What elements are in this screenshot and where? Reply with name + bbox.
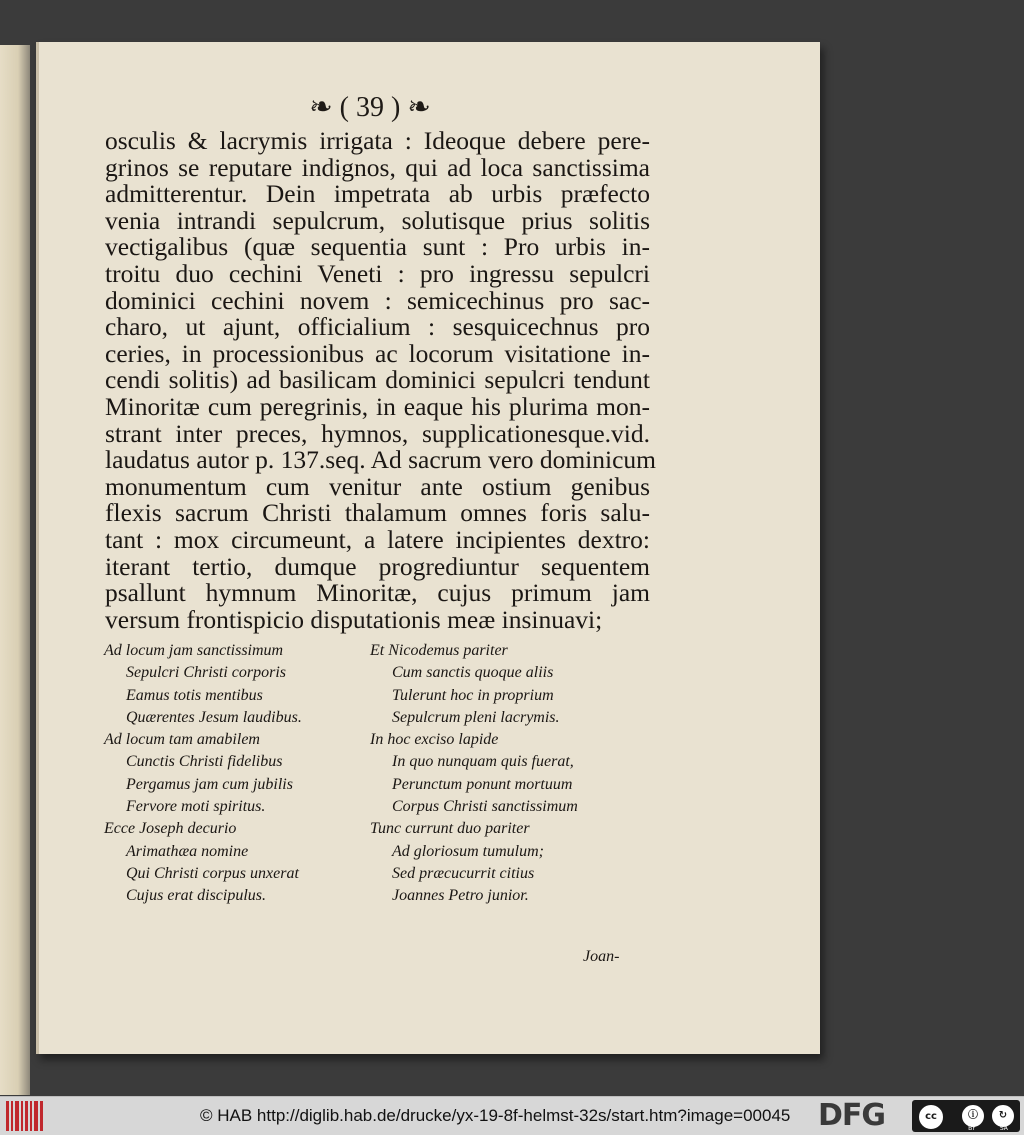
verse-line: Sed præcucurrit citius [392, 864, 535, 882]
prose-line: monumentum cum venitur ante ostium genibus [105, 471, 650, 501]
cc-label-by: BY [968, 1125, 976, 1132]
verse-line: In hoc exciso lapide [370, 731, 499, 749]
previous-page-edge [0, 45, 30, 1095]
verse-line: Et Nicodemus pariter [370, 642, 508, 659]
catchword: Joan- [583, 948, 620, 965]
left-ornament-icon: ❧ [309, 92, 333, 123]
verse-line: Perunctum ponunt mortuum [392, 775, 573, 793]
cc-icon: cc [917, 1103, 945, 1131]
prose-line: iterant tertio, dumque progrediuntur sequentem [105, 551, 650, 581]
viewer-footer [0, 1096, 1024, 1135]
verse-line: Qui Christi corpus unxerat [126, 864, 299, 882]
verse-line: Corpus Christi sanctissimum [392, 798, 578, 816]
hymn-column-left [104, 640, 369, 908]
prose-line: versum frontispicio disputationis meæ insinuavi; [105, 604, 603, 634]
cc-labels [956, 1125, 1020, 1132]
barcode-bar [6, 1101, 9, 1131]
barcode-icon [6, 1101, 46, 1131]
verse-line: Arimathæa nomine [126, 842, 249, 860]
prose-line: flexis sacrum Christi thalamum omnes foris salu- [105, 498, 650, 528]
verse-line: Ad locum jam sanctissimum [104, 642, 284, 659]
verse-line: Cum sanctis quoque aliis [392, 664, 554, 682]
prose-line: dominici cechini novem : semicechinus pro sac- [105, 285, 650, 315]
prose-line: tant : mox circumeunt, a latere incipientes dextro: [105, 524, 650, 554]
verse-line: Ad gloriosum tumulum; [392, 842, 544, 860]
verse-line: Sepulcri Christi corporis [126, 664, 287, 682]
copyright-link[interactable]: © HAB http://diglib.hab.de/drucke/yx-19-8f-helmst-32s/start.htm?image=00045 [200, 1106, 791, 1125]
verse-line: Fervore moti spiritus. [126, 798, 266, 816]
verse-line: In quo nunquam quis fuerat, [392, 753, 574, 771]
verse-line: Tunc currunt duo pariter [370, 820, 530, 838]
prose-body [105, 126, 656, 634]
prose-line: Minoritæ cum peregrinis, in eaque his plurima mon- [105, 391, 650, 421]
prose-line: laudatus autor p. 137.seq. Ad sacrum vero dominicum [105, 445, 656, 475]
verse-line: Joannes Petro junior. [392, 887, 529, 905]
barcode-bar [21, 1101, 23, 1131]
right-ornament-icon: ❧ [407, 92, 431, 123]
verse-line: Tulerunt hoc in proprium [392, 686, 554, 704]
verse-line: Ad locum tam amabilem [104, 731, 260, 749]
prose-line: venia intrandi sepulcrum, solutisque prius solitis [105, 205, 650, 235]
page-gutter [36, 42, 39, 1054]
attribution-icon: ⓘ [960, 1103, 986, 1129]
prose-line: vectigalibus (quæ sequentia sunt : Pro urbis in- [105, 232, 650, 262]
verse-line: Cujus erat discipulus. [126, 887, 267, 905]
prose-line: psallunt hymnum Minoritæ, cujus primum jam [105, 578, 650, 608]
prose-line: troitu duo cechini Veneti : pro ingressu sepulcri [105, 258, 650, 288]
prose-line: cendi solitis) ad basilicam dominici sepulcri tendunt [105, 365, 650, 395]
creative-commons-badge[interactable] [912, 1100, 1020, 1132]
verse-line: Cunctis Christi fidelibus [126, 753, 283, 771]
barcode-bar [30, 1101, 32, 1131]
prose-line: grinos se reputare indignos, qui ad loca sanctissima [105, 152, 650, 182]
prose-line: charo, ut ajunt, officialium : sesquicechnus pro [105, 312, 650, 342]
page-number-header [270, 90, 470, 124]
cc-label-sa: SA [999, 1125, 1008, 1132]
barcode-bar [15, 1101, 19, 1131]
page-number: ( 39 ) [339, 92, 401, 123]
verse-line: Ecce Joseph decurio [104, 820, 237, 838]
prose-line: ceries, in processionibus ac locorum visitatione in- [105, 338, 650, 368]
verse-line: Eamus totis mentibus [126, 686, 263, 704]
verse-line: Sepulcrum pleni lacrymis. [392, 708, 560, 726]
barcode-bar [25, 1101, 28, 1131]
prose-line: admitterentur. Dein impetrata ab urbis præfecto [105, 179, 650, 209]
prose-line: strant inter preces, hymnos, supplicationesque.vid. [105, 418, 650, 448]
verse-line: Quærentes Jesum laudibus. [126, 708, 302, 726]
verse-line: Pergamus jam cum jubilis [126, 775, 293, 793]
barcode-bar [34, 1101, 38, 1131]
barcode-bar [40, 1101, 43, 1131]
hymn-column-right [370, 640, 650, 908]
barcode-bar [11, 1101, 13, 1131]
share-alike-icon: ↻ [990, 1103, 1016, 1129]
dfg-logo: DFG [818, 1098, 886, 1133]
prose-line: osculis & lacrymis irrigata : Ideoque debere pere- [105, 126, 650, 155]
